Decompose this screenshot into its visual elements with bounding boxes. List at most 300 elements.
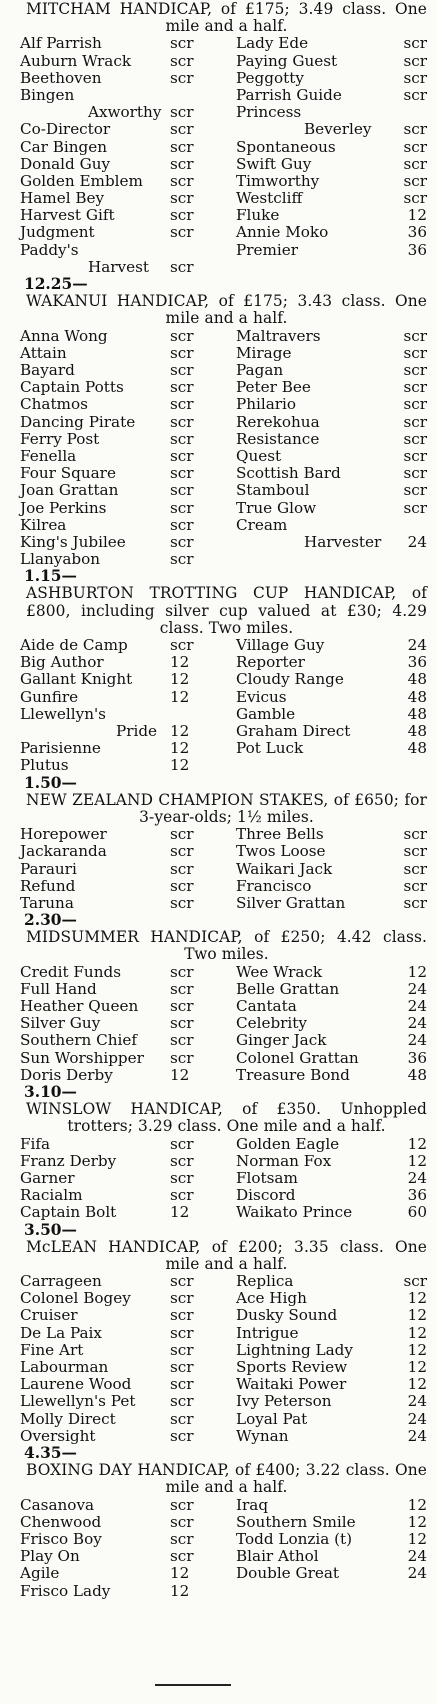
horse-name: Casanova [20,1495,95,1514]
handicap: scr [170,1547,194,1566]
handicap: scr [403,893,427,912]
closing-rule [155,1684,231,1686]
horse-name: Judgment [20,223,95,242]
entry-row [4,362,429,379]
entry-row [4,861,429,878]
horse-name: Lightning Lady [236,1340,353,1359]
horse-name: Car Bingen [20,137,108,156]
handicap: scr [170,137,194,156]
handicap: scr [403,498,427,517]
horse-name: De La Paix [20,1323,102,1342]
horse-name: Doris Derby [20,1065,113,1084]
handicap: 12 [170,1203,190,1222]
handicap: scr [170,1409,194,1428]
horse-name: Ivy Peterson [236,1392,332,1411]
horse-name: Refund [20,876,76,895]
handicap: scr [170,962,194,981]
horse-name: Southern Smile [236,1512,356,1531]
handicap: 12 [407,1340,427,1359]
handicap: scr [403,154,427,173]
handicap: 12 [170,653,190,672]
handicap: scr [170,550,194,569]
handicap: scr [170,979,194,998]
handicap: 12 [407,1358,427,1377]
entry-row [4,465,429,482]
handicap: scr [170,120,194,139]
handicap: scr [170,1031,194,1050]
entry-row [4,87,429,104]
entry-row [4,396,429,413]
entry-row [4,637,429,654]
horse-name: Frisco Lady [20,1581,111,1600]
horse-name: Beethoven [20,68,102,87]
race-block [4,912,429,1084]
handicap: 24 [407,997,427,1016]
handicap: 24 [407,1168,427,1187]
entry-row [4,1411,429,1428]
horse-name: Timworthy [236,171,320,190]
horse-name: Maltravers [236,326,321,345]
handicap: 24 [407,1031,427,1050]
horse-name: Agile [20,1564,60,1583]
horse-name: Fine Art [20,1340,84,1359]
horse-name: Axworthy [88,103,162,122]
horse-name: Donald Guy [20,154,111,173]
entry-row [4,70,429,87]
handicap: 12 [407,1289,427,1308]
handicap: scr [170,1134,194,1153]
handicap: scr [403,1272,427,1291]
handicap: scr [403,326,427,345]
handicap: 12 [170,687,190,706]
handicap: scr [170,189,194,208]
entry-row [4,53,429,70]
race-title: WAKANUI HANDICAP, of £175; 3.43 class. One mile and a half. [26,292,427,328]
horse-name: King's Jubilee [20,532,126,551]
horse-name: Annie Moko [236,223,329,242]
handicap: 12 [407,1323,427,1342]
horse-name: Laurene Wood [20,1375,132,1394]
entry-row [4,190,429,207]
horse-name: Captain Potts [20,378,124,397]
handicap: scr [170,1529,194,1548]
horse-name: Cantata [236,997,297,1016]
handicap: 36 [407,1048,427,1067]
horse-name: Intrigue [236,1323,299,1342]
entry-row [4,757,429,774]
entry-row [4,121,429,138]
handicap: scr [170,1495,194,1514]
entry-row [4,1514,429,1531]
handicap: 24 [407,1564,427,1583]
horse-name: Jackaranda [20,842,107,861]
horse-name: Joan Grattan [20,481,119,500]
horse-name: Alf Parrish [20,34,102,53]
horse-name: Waikato Prince [236,1203,353,1222]
horse-name: Co-Director [20,120,111,139]
race-start-time: 2.30— [24,911,77,930]
race-title: MITCHAM HANDICAP, of £175; 3.49 class. One mile and a half. [26,0,427,36]
handicap: scr [170,103,194,122]
handicap: 12 [170,1564,190,1583]
handicap: scr [403,378,427,397]
handicap: scr [170,68,194,87]
horse-name: Harvest [88,257,150,276]
entry-row [4,1342,429,1359]
horse-name: Anna Wong [20,326,108,345]
entry-row [4,1325,429,1342]
handicap: scr [170,464,194,483]
horse-name: Fluke [236,206,280,225]
horse-name: Joe Perkins [20,498,107,517]
horse-name: Beverley [304,120,372,139]
horse-name: Bingen [20,85,75,104]
horse-name: Chatmos [20,395,88,414]
handicap: scr [170,361,194,379]
horse-name: Franz Derby [20,1151,117,1170]
entry-row [4,1565,429,1582]
race-start-time: 3.50— [24,1220,77,1239]
handicap: 48 [407,721,427,740]
race-block [4,1084,429,1222]
handicap: scr [170,515,194,534]
entry-row [4,328,429,345]
entry-row [4,1153,429,1170]
entry-row [4,259,429,276]
horse-name: Francisco [236,876,312,895]
horse-name: Paying Guest [236,51,338,70]
horse-name: Ferry Post [20,429,100,448]
horse-name: Taruna [20,893,74,912]
entry-row [4,1583,429,1600]
handicap: scr [170,206,194,225]
entry-row [4,345,429,362]
horse-name: Racialm [20,1186,83,1205]
handicap: scr [403,412,427,431]
horse-name: Credit Funds [20,962,121,981]
entry-row [4,981,429,998]
handicap: scr [403,343,427,362]
entry-row [4,431,429,448]
horse-name: Peter Bee [236,378,311,397]
horse-name: Mirage [236,343,292,362]
horse-name: Replica [236,1272,294,1291]
handicap: scr [170,1340,194,1359]
horse-name: Gamble [236,704,296,723]
horse-name: Sports Review [236,1358,348,1377]
handicap: scr [170,1272,194,1291]
handicap: 12 [407,1375,427,1394]
entry-row [4,156,429,173]
handicap: scr [170,1014,194,1033]
entry-row [4,1050,429,1067]
horse-name: Parisienne [20,739,101,758]
handicap: scr [170,171,194,190]
horse-name: Aide de Camp [20,636,128,655]
horse-name: Silver Guy [20,1014,101,1033]
entry-row [4,1359,429,1376]
horse-name: Labourman [20,1358,109,1377]
handicap: scr [170,842,194,861]
horse-name: Four Square [20,464,116,483]
handicap: 12 [407,1134,427,1153]
horse-name: Heather Queen [20,997,139,1016]
entry-row [4,139,429,156]
handicap: scr [403,361,427,379]
horse-name: Fifa [20,1134,51,1153]
race-start-time: 3.10— [24,1082,77,1101]
horse-name: Hamel Bey [20,189,105,208]
handicap: scr [403,51,427,70]
horse-name: Quest [236,446,282,465]
race-title: BOXING DAY HANDICAP, of £400; 3.22 class. One mile and a half. [26,1461,427,1497]
handicap: scr [170,1168,194,1187]
handicap: scr [170,1048,194,1067]
handicap: 36 [407,240,427,259]
handicap: scr [170,1186,194,1205]
handicap: scr [170,34,194,53]
handicap: scr [170,412,194,431]
horse-name: Pot Luck [236,739,304,758]
horse-name: Lady Ede [236,34,309,53]
horse-name: Swift Guy [236,154,312,173]
horse-name: Golden Eagle [236,1134,340,1153]
entry-row [4,1307,429,1324]
handicap: scr [403,464,427,483]
handicap: scr [403,859,427,878]
race-block [4,568,429,774]
horse-name: Princess [236,103,302,122]
entry-row [4,448,429,465]
handicap: scr [170,1289,194,1308]
entry-row [4,740,429,757]
entry-row [4,671,429,688]
horse-name: Play On [20,1547,80,1566]
race-start-time: 4.35— [24,1443,77,1462]
handicap: scr [170,876,194,895]
handicap: scr [170,825,194,844]
handicap: 60 [407,1203,427,1222]
handicap: 48 [407,1065,427,1084]
handicap: scr [170,429,194,448]
horse-name: Harvest Gift [20,206,115,225]
horse-name: Loyal Pat [236,1409,308,1428]
handicap: scr [403,137,427,156]
entry-row [4,895,429,912]
horse-name: Westcliff [236,189,303,208]
horse-name: Ace High [236,1289,307,1308]
handicap: 48 [407,704,427,723]
entry-row [4,1531,429,1548]
handicap: scr [403,34,427,53]
horse-name: Frisco Boy [20,1529,102,1548]
handicap: 12 [170,756,190,775]
horse-name: Resistance [236,429,320,448]
horse-name: Norman Fox [236,1151,332,1170]
handicap: 12 [407,962,427,981]
handicap: 12 [407,1529,427,1548]
handicap: scr [403,876,427,895]
entry-row [4,964,429,981]
horse-name: Gunfire [20,687,79,706]
horse-name: Garner [20,1168,75,1187]
handicap: scr [403,446,427,465]
handicap: scr [403,120,427,139]
horse-name: Cruiser [20,1306,78,1325]
horse-name: Belle Grattan [236,979,340,998]
entry-row [4,1067,429,1084]
horse-name: Iraq [236,1495,269,1514]
handicap: 24 [407,979,427,998]
horse-name: True Glow [236,498,317,517]
entry-row [4,878,429,895]
horse-name: Molly Direct [20,1409,116,1428]
horse-name: Llanyabon [20,550,101,569]
horse-name: Todd Lonzia (t) [236,1529,353,1548]
horse-name: Celebrity [236,1014,307,1033]
handicap: scr [403,189,427,208]
horse-name: Rerekohua [236,412,320,431]
handicap: scr [170,446,194,465]
race-block [4,0,429,276]
horse-name: Pagan [236,361,284,379]
horse-name: Stamboul [236,481,310,500]
handicap: 48 [407,739,427,758]
handicap: 48 [407,687,427,706]
entry-row [4,1548,429,1565]
horse-name: Auburn Wrack [20,51,132,70]
handicap: scr [403,85,427,104]
horse-name: Llewellyn's Pet [20,1392,136,1411]
entry-row [4,1032,429,1049]
handicap: scr [403,171,427,190]
handicap: scr [403,395,427,414]
handicap: 12 [170,1065,190,1084]
horse-name: Village Guy [236,636,325,655]
handicap: scr [403,68,427,87]
handicap: scr [170,1392,194,1411]
horse-name: Horepower [20,825,107,844]
entry-row [4,173,429,190]
handicap: 12 [407,1512,427,1531]
entry-row [4,517,429,534]
handicap: scr [170,51,194,70]
handicap: 24 [407,1547,427,1566]
horse-name: Treasure Bond [236,1065,350,1084]
race-title: WINSLOW HANDICAP, of £350. Unhoppled trotters; 3.29 class. One mile and a half. [26,1100,427,1136]
horse-name: Spontaneous [236,137,336,156]
handicap: 24 [407,1426,427,1445]
entry-row [4,551,429,568]
handicap: 36 [407,223,427,242]
horse-name: Parauri [20,859,77,878]
horse-name: Colonel Grattan [236,1048,359,1067]
handicap: scr [170,481,194,500]
entry-row [4,1204,429,1221]
horse-name: Big Author [20,653,104,672]
entry-row [4,207,429,224]
horse-name: Gallant Knight [20,670,133,689]
horse-name: Ginger Jack [236,1031,327,1050]
handicap: scr [170,1306,194,1325]
horse-name: Twos Loose [236,842,326,861]
entry-row [4,224,429,241]
entry-row [4,1273,429,1290]
handicap: scr [170,997,194,1016]
horse-name: Discord [236,1186,296,1205]
handicap: 12 [407,1495,427,1514]
handicap: scr [170,257,194,276]
handicap: 12 [407,1151,427,1170]
handicap: 48 [407,670,427,689]
handicap: scr [170,1323,194,1342]
entry-row [4,500,429,517]
horse-name: Waitaki Power [236,1375,347,1394]
handicap: 12 [407,206,427,225]
horse-name: Cream [236,515,288,534]
handicap: scr [170,636,194,655]
horse-name: Full Hand [20,979,97,998]
horse-name: Double Great [236,1564,340,1583]
race-start-time: 12.25— [24,275,88,294]
handicap: scr [170,378,194,397]
horse-name: Captain Bolt [20,1203,117,1222]
handicap: scr [170,1426,194,1445]
handicap: 12 [170,739,190,758]
horse-name: Pride [116,721,158,740]
entry-row [4,414,429,431]
entry-row [4,843,429,860]
horse-name: Reporter [236,653,305,672]
horse-name: Carrageen [20,1272,102,1291]
handicap: scr [170,498,194,517]
handicap: scr [403,825,427,844]
entry-row [4,1170,429,1187]
handicap: scr [170,326,194,345]
entry-row [4,482,429,499]
race-block [4,1445,429,1600]
entry-row [4,534,429,551]
horse-name: Waikari Jack [236,859,333,878]
horse-name: Evicus [236,687,287,706]
handicap: scr [170,1358,194,1377]
entry-row [4,1497,429,1514]
handicap: 12 [407,1306,427,1325]
race-title: McLEAN HANDICAP, of £200; 3.35 class. One mile and a half. [26,1237,427,1273]
horse-name: Premier [236,240,298,259]
horse-name: Peggotty [236,68,304,87]
entry-row [4,1290,429,1307]
horse-name: Parrish Guide [236,85,342,104]
horse-name: Fenella [20,446,77,465]
horse-name: Colonel Bogey [20,1289,131,1308]
handicap: 24 [407,636,427,655]
entry-row [4,379,429,396]
race-title: MIDSUMMER HANDICAP, of £250; 4.42 class. Two miles. [26,928,427,964]
horse-name: Llewellyn's [20,704,106,723]
entry-row [4,1015,429,1032]
entry-row [4,998,429,1015]
horse-name: Golden Emblem [20,171,143,190]
horse-name: Chenwood [20,1512,102,1531]
entry-row [4,654,429,671]
handicap: scr [403,842,427,861]
horse-name: Southern Chief [20,1031,137,1050]
handicap: scr [170,395,194,414]
horse-name: Graham Direct [236,721,351,740]
entry-row [4,1136,429,1153]
horse-name: Silver Grattan [236,893,346,912]
